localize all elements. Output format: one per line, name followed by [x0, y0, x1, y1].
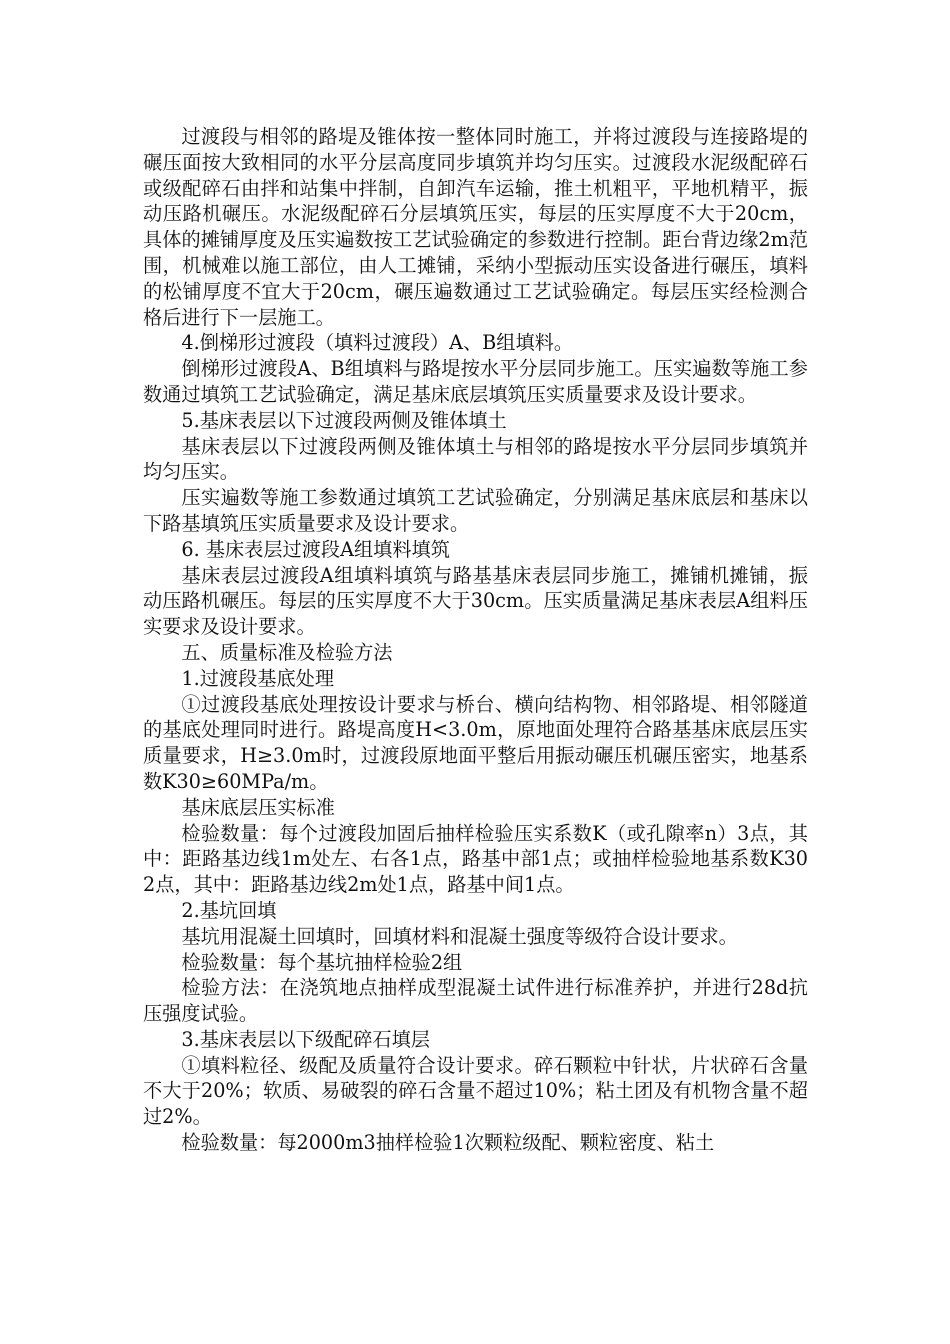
paragraph: 检验数量：每2000m3抽样检验1次颗粒级配、颗粒密度、粘土 [181, 1131, 715, 1155]
paragraph: 检验方法：在浇筑地点抽样成型混凝土试件进行标准养护，并进行28d抗压强度试验。 [143, 976, 808, 1026]
paragraph: 基坑用混凝土回填时，回填材料和混凝土强度等级符合设计要求。 [181, 924, 738, 948]
paragraph: 检验数量：每个过渡段加固后抽样检验压实系数K（或孔隙率n）3点，其中：距路基边线1m处左、右各1点，路基中部1点；或抽样检验地基系数K30 2点，其中：距路基边线2m处1点，路基中间1点。 [143, 821, 808, 897]
section-heading: 5.基床表层以下过渡段两侧及锥体填土 [181, 408, 507, 432]
paragraph: ①填料粒径、级配及质量符合设计要求。碎石颗粒中针状，片状碎石含量不大于20%；软质、易破裂的碎石含量不超过10%；粘土团及有机物含量不超过2%。 [143, 1053, 808, 1129]
chapter-heading: 五、质量标准及检验方法 [181, 640, 393, 664]
section-heading: 3.基床表层以下级配碎石填层 [181, 1027, 430, 1051]
section-heading: 6. 基床表层过渡段A组填料填筑 [181, 537, 450, 561]
paragraph: 检验数量：每个基坑抽样检验2组 [181, 950, 463, 974]
paragraph: 倒梯形过渡段A、B组填料与路堤按水平分层同步施工。压实遍数等施工参数通过填筑工艺试验确定，满足基床底层填筑压实质量要求及设计要求。 [143, 357, 808, 406]
document-body [143, 124, 808, 1156]
paragraph: 基床表层过渡段A组填料填筑与路基基床表层同步施工，摊铺机摊铺，振动压路机碾压。每层的压实厚度不大于30cm。压实质量满足基床表层A组料压实要求及设计要求。 [143, 563, 808, 639]
paragraph: ①过渡段基底处理按设计要求与桥台、横向结构物、相邻路堤、相邻隧道的基底处理同时进行。路堤高度H<3.0m，原地面处理符合路基基床底层压实质量要求，H≥3.0m时，过渡段原地面平整后用振动碾压机碾压密实，地基系数K30≥60MPa/m。 [143, 692, 808, 793]
section-heading: 1.过渡段基底处理 [181, 666, 335, 690]
paragraph: 基床表层以下过渡段两侧及锥体填土与相邻的路堤按水平分层同步填筑并均匀压实。 [143, 434, 808, 484]
subheading: 基床底层压实标准 [181, 795, 335, 819]
paragraph: 压实遍数等施工参数通过填筑工艺试验确定，分别满足基床底层和基床以下路基填筑压实质量要求及设计要求。 [143, 486, 808, 535]
section-heading: 4.倒梯形过渡段（填料过渡段）A、B组填料。 [181, 331, 574, 355]
paragraph: 过渡段与相邻的路堤及锥体按一整体同时施工，并将过渡段与连接路堤的碾压面按大致相同的水平分层高度同步填筑并均匀压实。过渡段水泥级配碎石或级配碎石由拌和站集中拌制，自卸汽车运输，推土机粗平，平地机精平，振动压路机碾压。水泥级配碎石分层填筑压实，每层的压实厚度不大于20cm，具体的摊铺厚度及压实遍数按工艺试验确定的参数进行控制。距台背边缘2m范围，机械难以施工部位，由人工摊铺，采纳小型振动压实设备进行碾压，填料的松铺厚度不宜大于20cm，碾压遍数通过工艺试验确定。每层压实经检测合格后进行下一层施工。 [143, 125, 808, 329]
section-heading: 2.基坑回填 [181, 898, 277, 922]
